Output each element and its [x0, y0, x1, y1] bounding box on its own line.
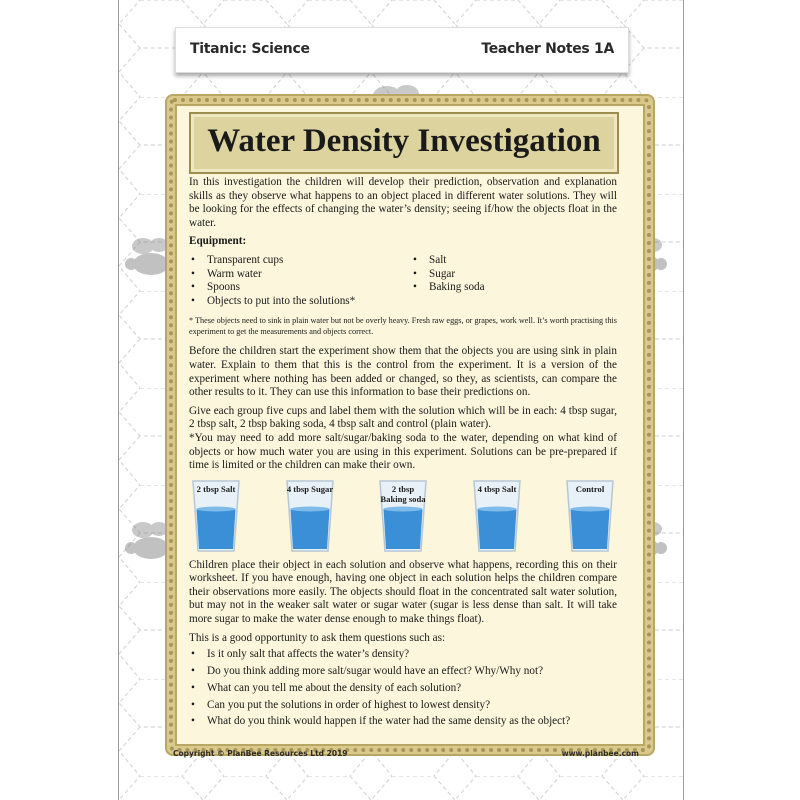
cup-label: 4 tbsp Salt	[477, 483, 517, 494]
worksheet-page	[118, 0, 684, 800]
cup-label: 4 tbsp Sugar	[286, 483, 334, 494]
cup-2-tbsp-baking-soda	[378, 479, 428, 553]
observe-paragraph: Children place their object in each solution and observe what happens, recording this on their worksheet. If you have enough, having one object in each solution helps the children compare their observations more easily. The objects should float in the concentrated salt water solution, but may not in the weaker salt water or sugar water (sugar is less dense than salt. It will take more sugar to make the water dense enough to make things float).	[189, 558, 617, 626]
cups-paragraph: Give each group five cups and label them with the solution which will be in each: 4 tbsp sugar, 2 tbsp salt, 2 tbsp baking soda, 4 tbsp salt and control (plain water).	[189, 404, 617, 431]
page-title: Water Density Investigation	[207, 123, 601, 159]
equipment-item: • Transparent cups	[189, 254, 411, 268]
question-item: • What do you think would happen if the water had the same density as the object?	[189, 715, 617, 729]
questions-intro: This is a good opportunity to ask them questions such as:	[189, 631, 446, 644]
footnote: * These objects need to sink in plain water but not be overly heavy. Fresh raw eggs, or grapes, work well. It’s worth practising this experiment to get the measurements and objects correct.	[189, 316, 617, 336]
question-item: • Is it only salt that affects the water’s density?	[189, 648, 617, 662]
cup-label: 2 tbsp Salt	[196, 483, 236, 494]
header-notes-id: Teacher Notes 1A	[481, 41, 614, 57]
note-paragraph: *You may need to add more salt/sugar/baking soda to the water, depending on what kind of objects or how much water you are using in this experiment. Solutions can be pre-prepared if time is limited or the children can make their own.	[189, 431, 617, 472]
equipment-column-left	[189, 254, 411, 308]
notes-content	[189, 176, 617, 732]
intro-paragraph: In this investigation the children will develop their prediction, observation and explanation skills as they observe what happens to an object placed in different water solutions. They will be looking for the effects of changing the water’s density; seeing if/how the objects float in the water.	[189, 176, 617, 229]
cups-illustration	[189, 479, 617, 557]
footer-website: www.planbee.com	[561, 749, 639, 758]
equipment-item: • Sugar	[411, 268, 485, 282]
equipment-column-right	[411, 254, 485, 308]
equipment-item: • Salt	[411, 254, 485, 268]
cup-control	[565, 479, 615, 553]
header-bar	[175, 27, 629, 73]
footer-copyright: Copyright © PlanBee Resources Ltd 2019	[173, 749, 348, 758]
equipment-heading: Equipment:	[189, 235, 247, 248]
question-item: • What can you tell me about the density of each solution?	[189, 682, 617, 696]
equipment-item: • Objects to put into the solutions*	[189, 295, 411, 309]
cup-2-tbsp-salt	[191, 479, 241, 553]
cup-4-tbsp-sugar	[285, 479, 335, 553]
cup-label: 2 tbsp Baking soda	[380, 483, 426, 504]
cup-label: Control	[575, 483, 605, 494]
equipment-item: • Spoons	[189, 281, 411, 295]
question-item: • Can you put the solutions in order of highest to lowest density?	[189, 699, 617, 713]
equipment-item: • Baking soda	[411, 281, 485, 295]
header-subject: Titanic: Science	[190, 41, 310, 57]
question-item: • Do you think adding more salt/sugar would have an effect? Why/Why not?	[189, 665, 617, 679]
control-paragraph: Before the children start the experiment show them that the objects you are using sink in plain water. Explain to them that this is the control from the experiment. It is a version of the experiment where nothing has been added or changed, so they, as scientists, can compare the other results to it. They can use this information to base their predictions on.	[189, 345, 617, 399]
equipment-item: • Warm water	[189, 268, 411, 282]
equipment-list	[189, 254, 617, 308]
title-box	[189, 112, 619, 174]
cup-4-tbsp-salt	[472, 479, 522, 553]
questions-list	[189, 648, 617, 729]
